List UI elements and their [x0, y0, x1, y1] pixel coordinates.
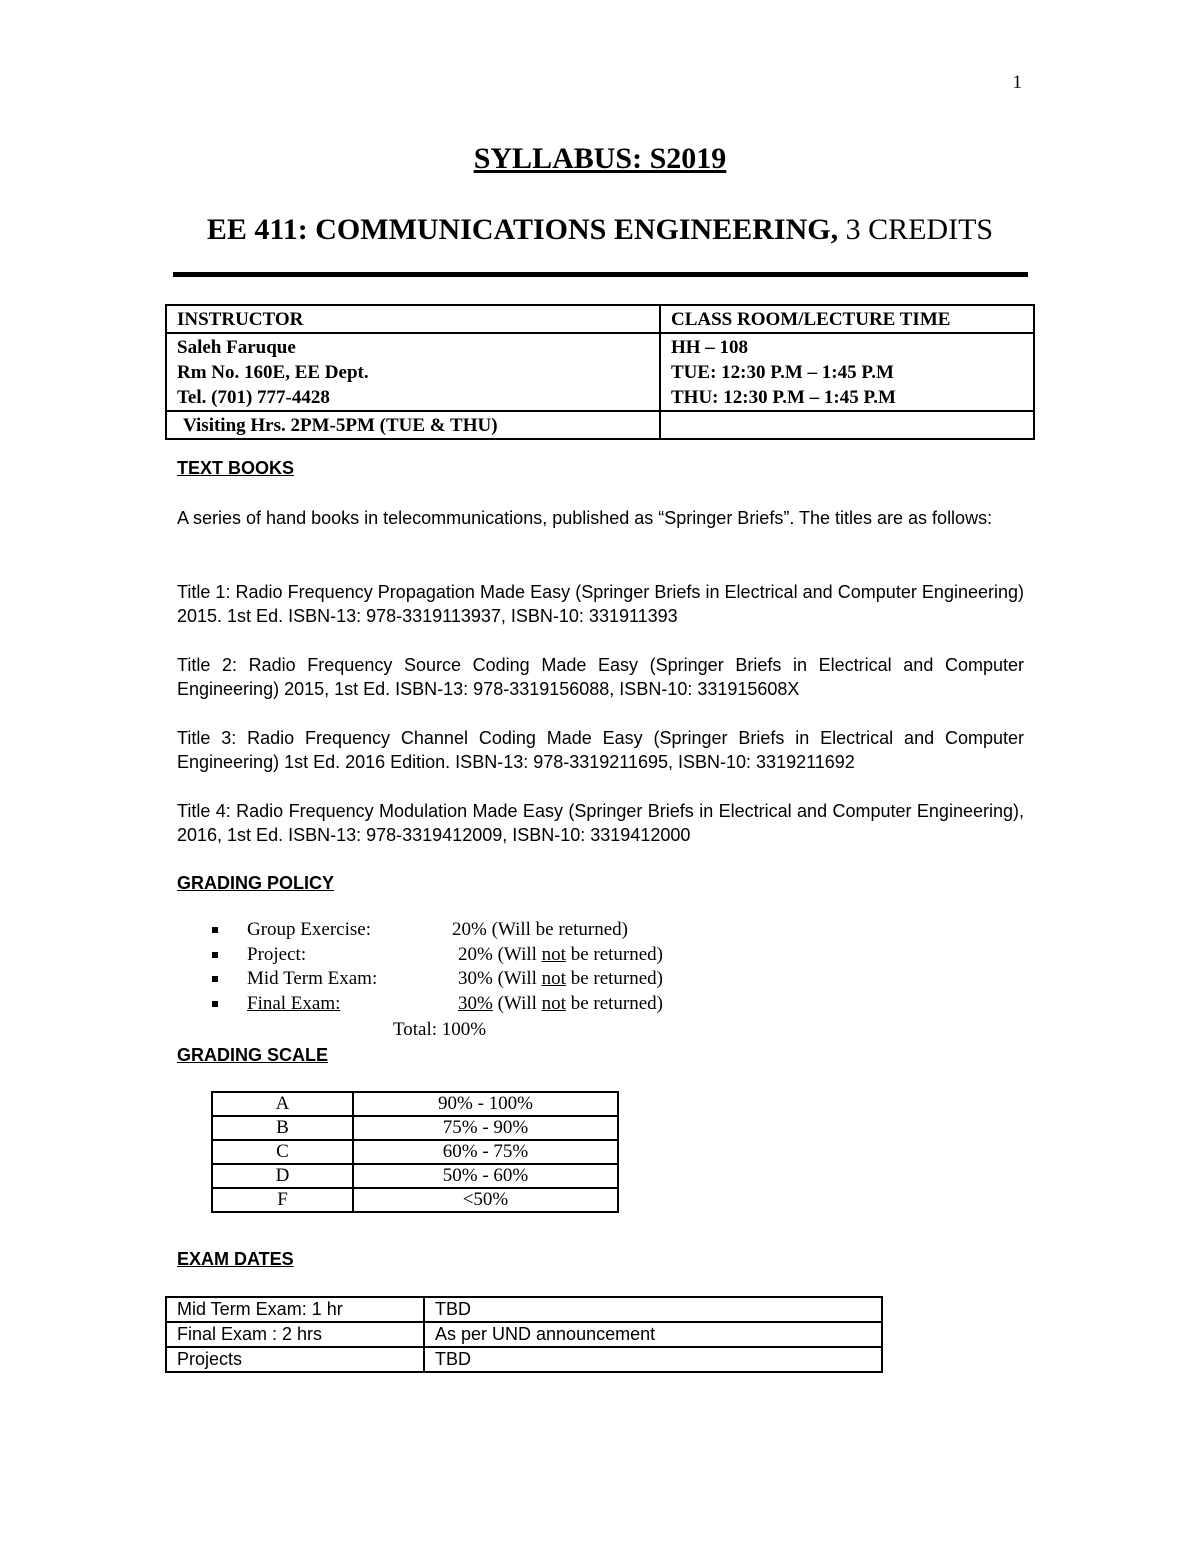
table-row [166, 1297, 882, 1322]
exam-item: Mid Term Exam: 1 hr [166, 1297, 424, 1322]
grade-range: 75% - 90% [353, 1116, 618, 1140]
course-credits: 3 CREDITS [838, 213, 994, 246]
syllabus-title: SYLLABUS: S2019 [473, 142, 727, 175]
grade-letter: A [212, 1092, 353, 1116]
lecture-details [660, 333, 1034, 411]
grading-total: Total: 100% [393, 1019, 487, 1040]
grade-letter: D [212, 1164, 353, 1188]
exam-dates-table [165, 1296, 883, 1373]
grading-policy-heading: GRADING POLICY [177, 873, 335, 893]
bullet-icon [212, 976, 218, 982]
grade-item-label: Group Exercise: [247, 919, 371, 940]
grading-scale-table [211, 1091, 619, 1213]
grade-item-weight: 20% (Will be returned) [452, 919, 628, 940]
lecture-thu-time: THU: 12:30 P.M – 1:45 P.M [671, 387, 896, 408]
table-row [166, 1322, 882, 1347]
instructor-header: INSTRUCTOR [166, 305, 660, 333]
textbook-title-1: Title 1: Radio Frequency Propagation Made Easy (Springer Briefs in Electrical and Computer Engineering) 2015. 1st Ed. ISBN-13: 978-3319113937, ISBN-10: 331911393 [177, 582, 1024, 626]
visiting-hours: Visiting Hrs. 2PM-5PM (TUE & THU) [166, 411, 660, 439]
table-row [212, 1164, 618, 1188]
textbook-title-2: Title 2: Radio Frequency Source Coding Made Easy (Springer Briefs in Electrical and Computer Engineering) 2015, 1st Ed. ISBN-13: 978-3319156088, ISBN-10: 331915608X [177, 655, 1024, 699]
instructor-name: Saleh Faruque [177, 337, 296, 358]
exam-item: Final Exam : 2 hrs [166, 1322, 424, 1347]
exam-item: Projects [166, 1347, 424, 1372]
table-row [166, 1347, 882, 1372]
bullet-icon [212, 1001, 218, 1007]
exam-dates-heading: EXAM DATES [177, 1249, 294, 1269]
grade-letter: C [212, 1140, 353, 1164]
textbooks-intro: A series of hand books in telecommunications, published as “Springer Briefs”. The titles are as follows: [177, 508, 993, 528]
table-row [212, 1188, 618, 1212]
textbook-title-3: Title 3: Radio Frequency Channel Coding Made Easy (Springer Briefs in Electrical and Computer Engineering) 1st Ed. 2016 Edition. ISBN-13: 978-3319211695, ISBN-10: 3319211692 [177, 728, 1024, 772]
grade-range: 60% - 75% [353, 1140, 618, 1164]
grade-letter: F [212, 1188, 353, 1212]
grade-range: 50% - 60% [353, 1164, 618, 1188]
page-number: 1 [1012, 72, 1022, 93]
grade-item-weight: 30% (Will not be returned) [458, 993, 664, 1015]
textbooks-heading: TEXT BOOKS [177, 458, 295, 478]
lecture-room: HH – 108 [671, 337, 749, 358]
grade-letter: B [212, 1116, 353, 1140]
lecture-tue-time: TUE: 12:30 P.M – 1:45 P.M [671, 362, 894, 383]
grade-item-weight: 30% (Will not be returned) [458, 968, 664, 990]
table-row [212, 1116, 618, 1140]
title-divider [173, 272, 1028, 277]
instructor-phone: Tel. (701) 777-4428 [177, 387, 330, 408]
exam-date: TBD [424, 1297, 882, 1322]
grade-item-weight: 20% (Will not be returned) [458, 943, 664, 965]
grade-item-label: Project: [247, 943, 307, 965]
course-code-name: EE 411: COMMUNICATIONS ENGINEERING, [206, 213, 839, 246]
bullet-icon [212, 952, 218, 958]
textbook-title-4: Title 4: Radio Frequency Modulation Made Easy (Springer Briefs in Electrical and Computer Engineering), 2016, 1st Ed. ISBN-13: 978-3319412009, ISBN-10: 3319412000 [177, 801, 1024, 845]
grading-scale-heading: GRADING SCALE [177, 1045, 329, 1065]
instructor-room: Rm No. 160E, EE Dept. [177, 362, 369, 383]
course-title [0, 213, 1200, 247]
exam-date: As per UND announcement [424, 1322, 882, 1347]
bullet-icon [212, 927, 218, 933]
grade-range: 90% - 100% [353, 1092, 618, 1116]
instructor-details [166, 333, 660, 411]
table-row [212, 1092, 618, 1116]
grade-item-label: Final Exam: [247, 993, 341, 1015]
classroom-header: CLASS ROOM/LECTURE TIME [660, 305, 1034, 333]
instructor-info-table [165, 304, 1035, 440]
table-row [212, 1140, 618, 1164]
grade-item-label: Mid Term Exam: [247, 968, 378, 990]
grade-range: <50% [353, 1188, 618, 1212]
empty-cell [660, 411, 1034, 439]
exam-date: TBD [424, 1347, 882, 1372]
